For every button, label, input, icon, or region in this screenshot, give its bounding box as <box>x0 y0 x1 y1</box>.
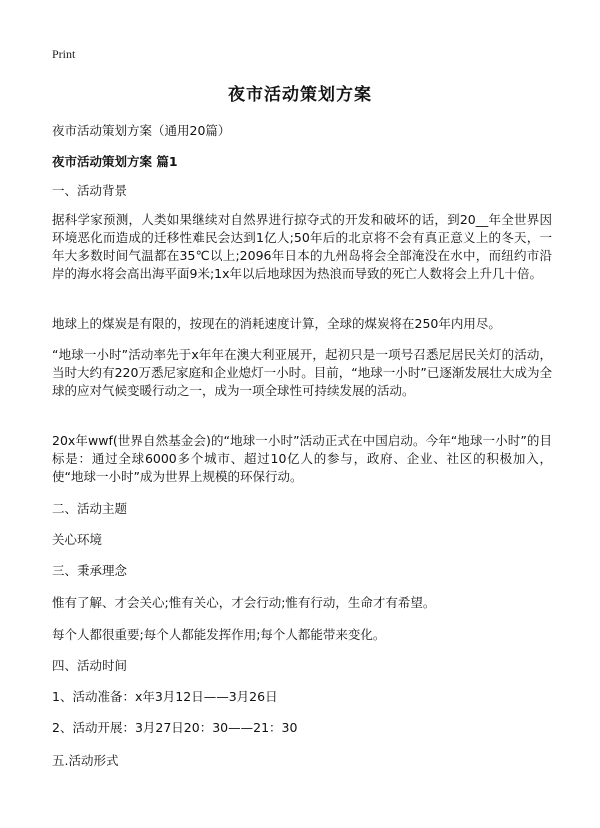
paragraph-prediction: 据科学家预测，人类如果继续对自然界进行掠夺式的开发和破坏的话，到20__年全世界因环境恶化而造成的迁移性难民会达到1亿人;50年后的北京将不会有真正意义上的冬天，一年大多数时间气温都在35℃以上;2096年日本的九州岛将会全部淹没在水中，而纽约市沿岸的海水将会高出海平面9米;1x年以后地球因为热浪而导致的死亡人数将会上升几十倍。 <box>52 212 552 281</box>
doc-subtitle: 夜市活动策划方案（通用20篇） <box>52 123 231 138</box>
heading-background: 一、活动背景 <box>52 183 128 198</box>
section-title: 夜市活动策划方案 篇1 <box>52 154 178 169</box>
heading-time: 四、活动时间 <box>52 658 128 673</box>
idea-line-2: 每个人都很重要;每个人都能发挥作用;每个人都能带来变化。 <box>52 627 386 642</box>
idea-line-1: 惟有了解、才会关心;惟有关心，才会行动;惟有行动，生命才有希望。 <box>52 595 436 610</box>
paragraph-earth-hour-china: 20x年wwf(世界自然基金会)的“地球一小时”活动正式在中国启动。今年“地球一小时”的目标是：通过全球6000多个城市、超过10亿人的参与，政府、企业、社区的积极加入，使“地球一小时”成为世界上规模的环保行动。 <box>52 433 552 484</box>
paragraph-coal: 地球上的煤炭是有限的，按现在的消耗速度计算，全球的煤炭将在250年内用尽。 <box>52 316 501 331</box>
time-preparation: 1、活动准备：x年3月12日——3月26日 <box>52 689 278 704</box>
page-title: 夜市活动策划方案 <box>228 85 372 105</box>
heading-format: 五.活动形式 <box>52 753 119 768</box>
paragraph-earth-hour-origin: “地球一小时”活动率先于x年年在澳大利亚展开，起初只是一项号召悉尼居民关灯的活动，当时大约有220万悉尼家庭和企业熄灯一小时。目前，“地球一小时”已逐渐发展壮大成为全球的应对气候变暖行动之一，成为一项全球性可持续发展的活动。 <box>52 347 552 398</box>
heading-idea: 三、秉承理念 <box>52 563 128 578</box>
time-execution: 2、活动开展：3月27日20：30——21：30 <box>52 720 298 735</box>
heading-theme: 二、活动主题 <box>52 501 128 516</box>
print-link[interactable]: Print <box>52 47 76 61</box>
theme-text: 关心环境 <box>52 532 103 547</box>
